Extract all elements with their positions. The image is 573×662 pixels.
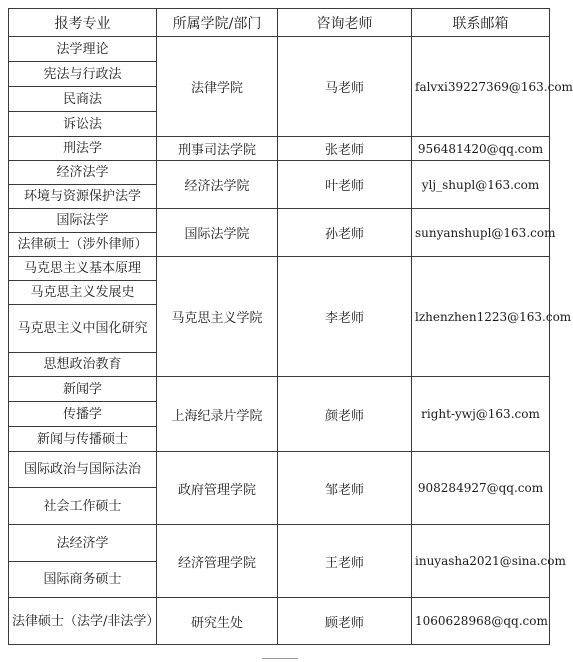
table-row (9, 209, 550, 233)
teacher-cell: 李老师 (278, 257, 412, 377)
major-cell: 经济法学 (9, 161, 157, 185)
major-cell: 法学理论 (9, 37, 157, 62)
major-cell: 法经济学 (9, 525, 157, 562)
teacher-cell: 张老师 (278, 137, 412, 161)
table-row (9, 452, 550, 488)
major-cell: 马克思主义基本原理 (9, 257, 157, 281)
major-cell: 社会工作硕士 (9, 488, 157, 525)
department-cell: 经济管理学院 (157, 525, 278, 598)
department-cell: 经济法学院 (157, 161, 278, 209)
major-cell: 刑法学 (9, 137, 157, 161)
table-row (9, 37, 550, 62)
major-cell: 国际法学 (9, 209, 157, 233)
header-row (9, 9, 550, 37)
teacher-cell: 邹老师 (278, 452, 412, 525)
header-major: 报考专业 (9, 9, 157, 37)
table-row (9, 525, 550, 562)
email-cell: right-ywj@163.com (412, 377, 550, 452)
major-cell: 马克思主义发展史 (9, 281, 157, 305)
teacher-cell: 马老师 (278, 37, 412, 137)
major-cell: 国际商务硕士 (9, 562, 157, 598)
page-edge-divider (262, 658, 298, 659)
major-cell: 思想政治教育 (9, 353, 157, 377)
table-row (9, 161, 550, 185)
teacher-cell: 叶老师 (278, 161, 412, 209)
major-cell: 法律硕士（法学/非法学） (9, 598, 157, 645)
department-cell: 研究生处 (157, 598, 278, 645)
table-row (9, 257, 550, 281)
teacher-cell: 孙老师 (278, 209, 412, 257)
major-cell: 环境与资源保护法学 (9, 185, 157, 209)
major-cell: 民商法 (9, 87, 157, 112)
email-cell: inuyasha2021@sina.com (412, 525, 550, 598)
department-cell: 国际法学院 (157, 209, 278, 257)
major-cell: 马克思主义中国化研究 (9, 305, 157, 353)
major-cell: 诉讼法 (9, 112, 157, 137)
teacher-cell: 颜老师 (278, 377, 412, 452)
email-cell: falvxi39227369@163.com (412, 37, 550, 137)
table-row (9, 377, 550, 402)
teacher-cell: 顾老师 (278, 598, 412, 645)
table-row (9, 137, 550, 161)
major-cell: 国际政治与国际法治 (9, 452, 157, 488)
department-cell: 政府管理学院 (157, 452, 278, 525)
header-email: 联系邮箱 (412, 9, 550, 37)
department-cell: 上海纪录片学院 (157, 377, 278, 452)
email-cell: lzhenzhen1223@163.com (412, 257, 550, 377)
contacts-table (8, 8, 573, 645)
major-cell: 宪法与行政法 (9, 62, 157, 87)
email-cell: sunyanshupl@163.com (412, 209, 550, 257)
major-cell: 新闻学 (9, 377, 157, 402)
email-cell: 1060628968@qq.com (412, 598, 550, 645)
header-department: 所属学院/部门 (157, 9, 278, 37)
email-cell: 956481420@qq.com (412, 137, 550, 161)
department-cell: 法律学院 (157, 37, 278, 137)
table-row (9, 598, 550, 645)
major-cell: 传播学 (9, 402, 157, 427)
email-cell: 908284927@qq.com (412, 452, 550, 525)
department-cell: 刑事司法学院 (157, 137, 278, 161)
major-cell: 新闻与传播硕士 (9, 427, 157, 452)
teacher-cell: 王老师 (278, 525, 412, 598)
major-cell: 法律硕士（涉外律师） (9, 233, 157, 257)
header-teacher: 咨询老师 (278, 9, 412, 37)
email-cell: ylj_shupl@163.com (412, 161, 550, 209)
department-cell: 马克思主义学院 (157, 257, 278, 377)
